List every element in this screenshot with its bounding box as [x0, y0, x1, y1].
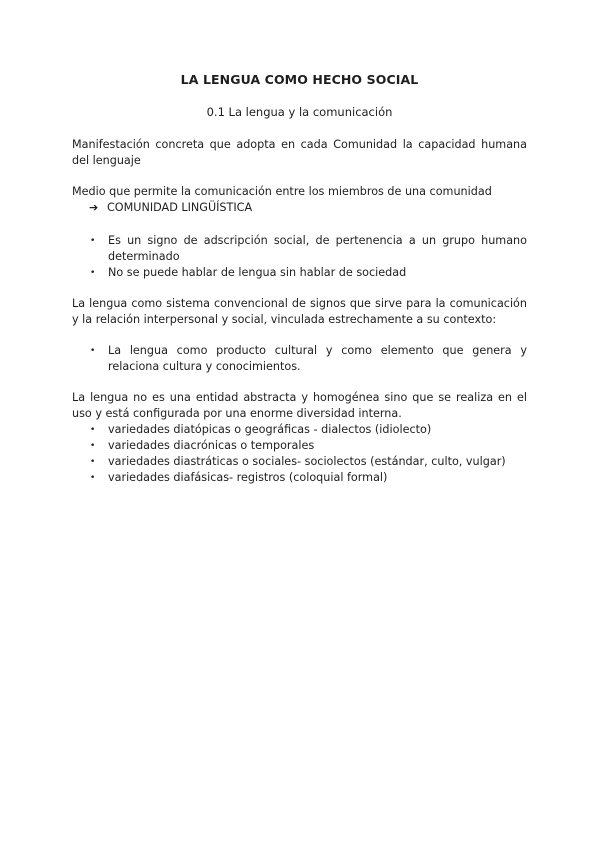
bullet-icon: • — [90, 473, 96, 483]
arrow-list-item — [89, 200, 252, 216]
bullet-icon: • — [90, 457, 96, 467]
bullet-icon: • — [90, 236, 96, 246]
list-item — [72, 422, 527, 438]
bullet-icon: • — [90, 425, 96, 435]
list-item-text: variedades diacrónicas o temporales — [108, 439, 315, 452]
list-item-text: variedades diatópicas o geográficas - dialectos (idiolecto) — [108, 423, 432, 436]
list-item-text: No se puede hablar de lengua sin hablar de sociedad — [108, 266, 407, 279]
list-item — [72, 438, 527, 454]
bullet-list-producto — [72, 343, 527, 375]
list-item — [72, 343, 527, 375]
bullet-list-variedades — [72, 422, 527, 486]
paragraph-entidad: La lengua no es una entidad abstracta y homogénea sino que se realiza en el uso y está configurada por una enorme diversidad interna. — [72, 391, 527, 420]
paragraph-medio: Medio que permite la comunicación entre los miembros de una comunidad — [72, 185, 492, 198]
list-item-text: La lengua como producto cultural y como elemento que genera y relaciona cultura y conocimientos. — [108, 344, 527, 373]
list-item-text: Es un signo de adscripción social, de pertenencia a un grupo humano determinado — [108, 234, 527, 263]
document-title: LA LENGUA COMO HECHO SOCIAL — [180, 72, 419, 87]
arrow-right-icon: ➔ — [89, 201, 99, 214]
bullet-icon: • — [90, 346, 96, 356]
list-item — [72, 233, 527, 265]
paragraph-sistema: La lengua como sistema convencional de signos que sirve para la comunicación y la relación interpersonal y social, vinculada estrechamente a su contexto: — [72, 297, 527, 326]
list-item-text: variedades diastráticas o sociales- sociolectos (estándar, culto, vulgar) — [108, 455, 506, 468]
bullet-icon: • — [90, 268, 96, 278]
list-item-text: variedades diafásicas- registros (coloquial formal) — [108, 471, 388, 484]
list-item — [72, 470, 527, 486]
bullet-list-signo — [72, 233, 527, 281]
arrow-item-label: COMUNIDAD LINGÜÍSTICA — [107, 201, 253, 214]
bullet-icon: • — [90, 441, 96, 451]
list-item — [72, 454, 527, 470]
paragraph-definition: Manifestación concreta que adopta en cada Comunidad la capacidad humana del lenguaje — [72, 138, 527, 167]
section-subtitle: 0.1 La lengua y la comunicación — [206, 105, 393, 119]
list-item — [72, 265, 527, 281]
